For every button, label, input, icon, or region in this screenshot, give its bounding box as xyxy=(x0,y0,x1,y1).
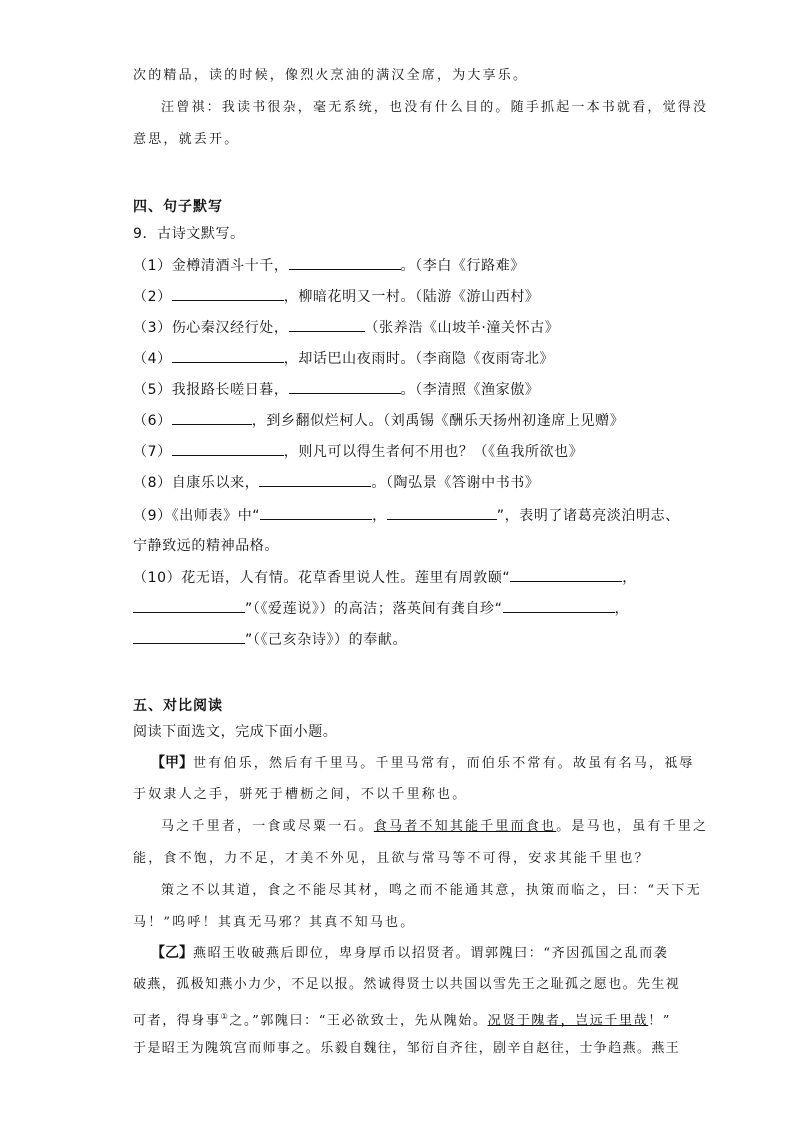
answer-blank[interactable] xyxy=(289,379,401,394)
intro-line-2: 汪曾祺：我读书很杂，毫无系统，也没有什么目的。随手抓起一本书就看，觉得没 xyxy=(161,100,709,115)
passage-jia-line: 马！”呜呼！其真无马邪？其真不知马也。 xyxy=(133,915,416,930)
passage-yi-line: 【乙】燕昭王收破燕后即位，卑身厚币以招贤者。谓郭隗曰：“齐因孤国之乱而袭 xyxy=(151,945,669,961)
answer-blank[interactable] xyxy=(172,410,252,425)
intro-line-1: 次的精品，读的时候，像烈火烹油的满汉全席，为大享乐。 xyxy=(133,68,529,83)
poem-item-4: （4） ，却话巴山夜雨时。（李商隐《夜雨寄北》 xyxy=(133,348,554,369)
poem-item-1: （1）金樽清酒斗十千， 。（李白《行路难》 xyxy=(133,255,525,276)
poem-item-9: （9）《出师表》中“ ， ”，表明了诸葛亮淡泊明志、 xyxy=(133,505,680,526)
poem-item-10: （10）花无语，人有情。花草香里说人性。莲里有周敦颐“ ， xyxy=(133,567,637,588)
poem-item-10-end: ”（《己亥杂诗》）的奉献。 xyxy=(133,629,407,650)
answer-blank[interactable] xyxy=(289,255,401,270)
passage-jia-line: 于奴隶人之手，骈死于槽枥之间，不以千里称也。 xyxy=(133,787,468,802)
answer-blank[interactable] xyxy=(259,472,371,487)
answer-blank[interactable] xyxy=(133,629,245,644)
answer-blank[interactable] xyxy=(510,567,622,582)
poem-item-8: （8）自康乐以来， 。（陶弘景《答谢中书书》 xyxy=(133,472,540,493)
answer-blank[interactable] xyxy=(133,598,245,613)
footnote-marker: ① xyxy=(220,1012,230,1021)
passage-yi-line: 可者，得身事①之。”郭隗曰：“王必欲致士，先从隗始。况贤于隗者，岂远千里哉！” xyxy=(133,1012,672,1029)
poem-item-6: （6） ，到乡翻似烂柯人。（刘禹锡《酬乐天扬州初逢席上见赠》 xyxy=(133,410,624,431)
passage-yi-tag: 【乙】 xyxy=(151,945,193,961)
poem-item-3: （3）伤心秦汉经行处， （张养浩《山坡羊·潼关怀古》 xyxy=(133,317,559,338)
answer-blank[interactable] xyxy=(289,317,365,332)
answer-blank[interactable] xyxy=(172,286,284,301)
passage-jia-line: 能，食不饱，力不足，才美不外见，且欲与常马等不可得，安求其能千里也？ xyxy=(133,851,650,866)
reading-instruction: 阅读下面选文，完成下面小题。 xyxy=(133,724,338,740)
underlined-sentence: 况贤于隗者，岂远千里哉 xyxy=(487,1013,649,1029)
poem-item-10-cont: ”（《爱莲说》）的高洁；落英间有龚自珍“ ， xyxy=(133,598,629,619)
passage-yi-line: 破燕，孤极知燕小力少，不足以报。然诚得贤士以共国以雪先王之耻孤之愿也。先生视 xyxy=(133,977,681,992)
answer-blank[interactable] xyxy=(172,441,284,456)
underlined-sentence: 食马者不知其能千里而食也 xyxy=(373,819,557,834)
answer-blank[interactable] xyxy=(172,348,284,363)
section-5-title: 五、对比阅读 xyxy=(133,698,223,714)
answer-blank[interactable] xyxy=(503,598,615,613)
answer-blank[interactable] xyxy=(387,505,497,520)
poem-item-9-cont: 宁静致远的精神品格。 xyxy=(133,538,279,554)
question-9-stem: 9．古诗文默写。 xyxy=(133,226,245,242)
answer-blank[interactable] xyxy=(260,505,372,520)
passage-jia-line: 【甲】世有伯乐，然后有千里马。千里马常有，而伯乐不常有。故虽有名马，祗辱 xyxy=(151,755,695,771)
section-4-title: 四、句子默写 xyxy=(133,199,223,215)
passage-jia-tag: 【甲】 xyxy=(151,755,193,771)
poem-item-7: （7） ，则凡可以得生者何不用也？（《鱼我所欲也》 xyxy=(133,441,583,462)
intro-line-3: 意思，就丢开。 xyxy=(133,132,240,147)
passage-jia-line: 马之千里者，一食或尽粟一石。食马者不知其能千里而食也。是马也，虽有千里之 xyxy=(161,819,709,834)
passage-jia-line: 策之不以其道，食之不能尽其材，鸣之而不能通其意，执策而临之，曰：“天下无 xyxy=(161,883,702,898)
passage-yi-line: 于是昭王为隗筑宫而师事之。乐毅自魏往，邹衍自齐往，剧辛自赵往，士争趋燕。燕王 xyxy=(133,1041,681,1056)
poem-item-2: （2） ，柳暗花明又一村。（陆游《游山西村》 xyxy=(133,286,540,307)
poem-item-5: （5）我报路长嗟日暮， 。（李清照《渔家傲》 xyxy=(133,379,540,400)
